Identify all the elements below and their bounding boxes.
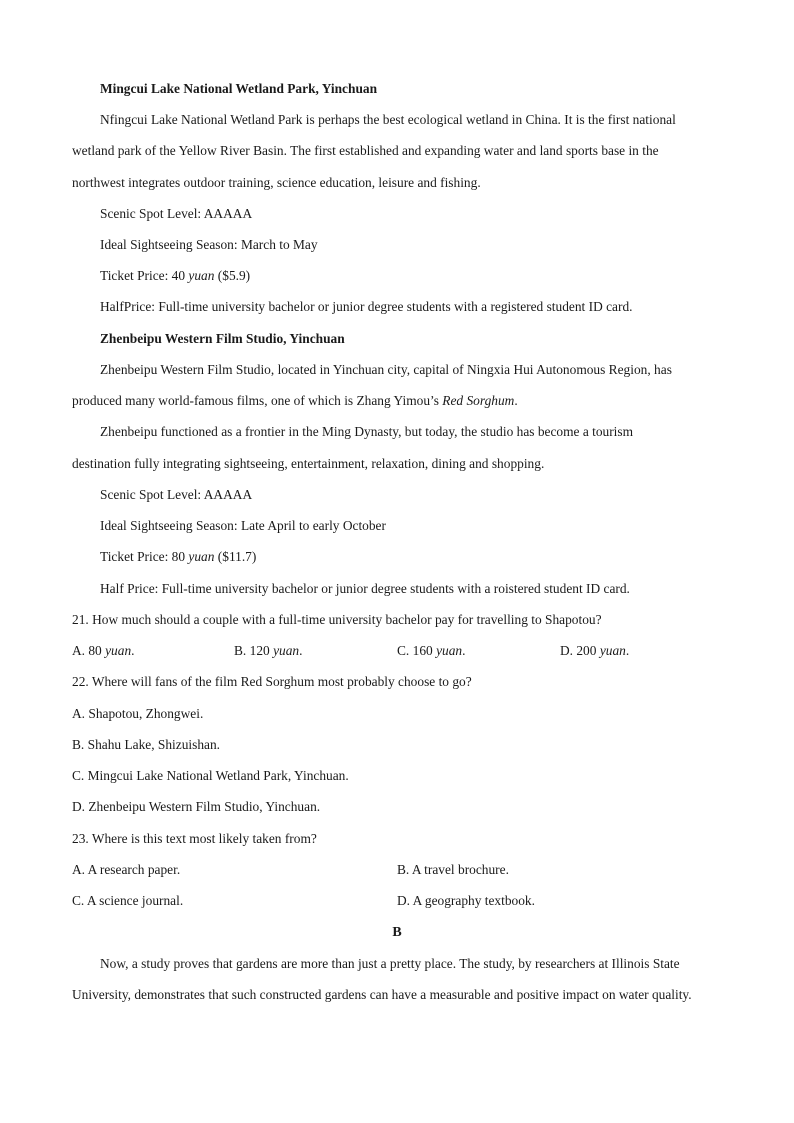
ticket-prefix: Ticket Price: 80 <box>100 549 189 564</box>
option-unit: yuan <box>105 643 132 658</box>
q21-option-a <box>72 642 135 660</box>
option-dot: . <box>625 643 630 658</box>
q21-option-c <box>397 642 465 660</box>
option-dot: . <box>299 643 303 658</box>
ticket-suffix: ($5.9) <box>214 268 251 283</box>
zhenbeipu-title: Zhenbeipu Western Film Studio, Yinchuan <box>100 331 345 346</box>
q22-option-b: B. Shahu Lake, Shizuishan. <box>72 737 221 752</box>
q22-option-d: D. Zhenbeipu Western Film Studio, Yinchuan. <box>72 799 321 814</box>
q21-option-d <box>560 642 629 660</box>
question-22: 22. Where will fans of the film Red Sorghum most probably choose to go? <box>72 674 472 689</box>
zhenbeipu-half-price: Half Price: Full-time university bachelor or junior degree students with a roistered student ID card. <box>100 581 630 596</box>
zhenbeipu-paragraph-line: Zhenbeipu Western Film Studio, located in Yinchuan city, capital of Ningxia Hui Autonomous Region, has <box>100 362 672 377</box>
section-b-paragraph-line: University, demonstrates that such constructed gardens can have a measurable and positive impact on water quality. <box>72 987 692 1002</box>
option-unit: yuan <box>273 643 300 658</box>
mingcui-paragraph-line: Nfingcui Lake National Wetland Park is perhaps the best ecological wetland in China. It is the first national <box>100 112 676 127</box>
section-b-paragraph-line: Now, a study proves that gardens are more than just a pretty place. The study, by researchers at Illinois State <box>100 956 680 971</box>
q23-option-c: C. A science journal. <box>72 893 184 908</box>
q23-option-b: B. A travel brochure. <box>397 862 509 877</box>
mingcui-level: Scenic Spot Level: AAAAA <box>100 206 253 221</box>
zhenbeipu-ticket <box>100 548 256 566</box>
zhenbeipu-paragraph-line <box>72 392 518 410</box>
q22-option-a: A. Shapotou, Zhongwei. <box>72 706 204 721</box>
section-b-heading: B <box>392 925 402 940</box>
ticket-suffix: ($11.7) <box>214 549 257 564</box>
mingcui-season: Ideal Sightseeing Season: March to May <box>100 237 318 252</box>
q22-option-c: C. Mingcui Lake National Wetland Park, Yinchuan. <box>72 768 349 783</box>
ticket-prefix: Ticket Price: 40 <box>100 268 189 283</box>
option-dot: . <box>462 643 466 658</box>
option-dot: . <box>131 643 135 658</box>
paragraph-text: produced many world-famous films, one of which is Zhang Yimou’s <box>72 393 443 408</box>
ticket-unit: yuan <box>188 549 215 564</box>
mingcui-ticket <box>100 267 250 285</box>
option-label: C. 160 <box>397 643 437 658</box>
option-label: A. 80 <box>72 643 106 658</box>
option-label: D. 200 <box>560 643 600 658</box>
q23-option-a: A. A research paper. <box>72 862 181 877</box>
mingcui-half-price: HalfPrice: Full-time university bachelor or junior degree students with a registered student ID card. <box>100 299 633 314</box>
zhenbeipu-level: Scenic Spot Level: AAAAA <box>100 487 253 502</box>
q21-option-b <box>234 642 302 660</box>
mingcui-paragraph-line: wetland park of the Yellow River Basin. The first established and expanding water and land sports base in the <box>72 143 659 158</box>
ticket-unit: yuan <box>188 268 215 283</box>
option-unit: yuan <box>436 643 463 658</box>
question-21: 21. How much should a couple with a full-time university bachelor pay for travelling to Shapotou? <box>72 612 602 627</box>
film-title: Red Sorghum <box>442 393 515 408</box>
zhenbeipu-paragraph-line: Zhenbeipu functioned as a frontier in the Ming Dynasty, but today, the studio has become a tourism <box>100 424 634 439</box>
mingcui-title: Mingcui Lake National Wetland Park, Yinchuan <box>100 81 378 96</box>
question-23: 23. Where is this text most likely taken from? <box>72 831 317 846</box>
option-label: B. 120 <box>234 643 274 658</box>
zhenbeipu-season: Ideal Sightseeing Season: Late April to early October <box>100 518 386 533</box>
mingcui-paragraph-line: northwest integrates outdoor training, science education, leisure and fishing. <box>72 175 481 190</box>
q23-option-d: D. A geography textbook. <box>397 893 535 908</box>
zhenbeipu-paragraph-line: destination fully integrating sightseeing, entertainment, relaxation, dining and shopping. <box>72 456 545 471</box>
paragraph-text: . <box>514 393 518 408</box>
option-unit: yuan <box>599 643 626 658</box>
